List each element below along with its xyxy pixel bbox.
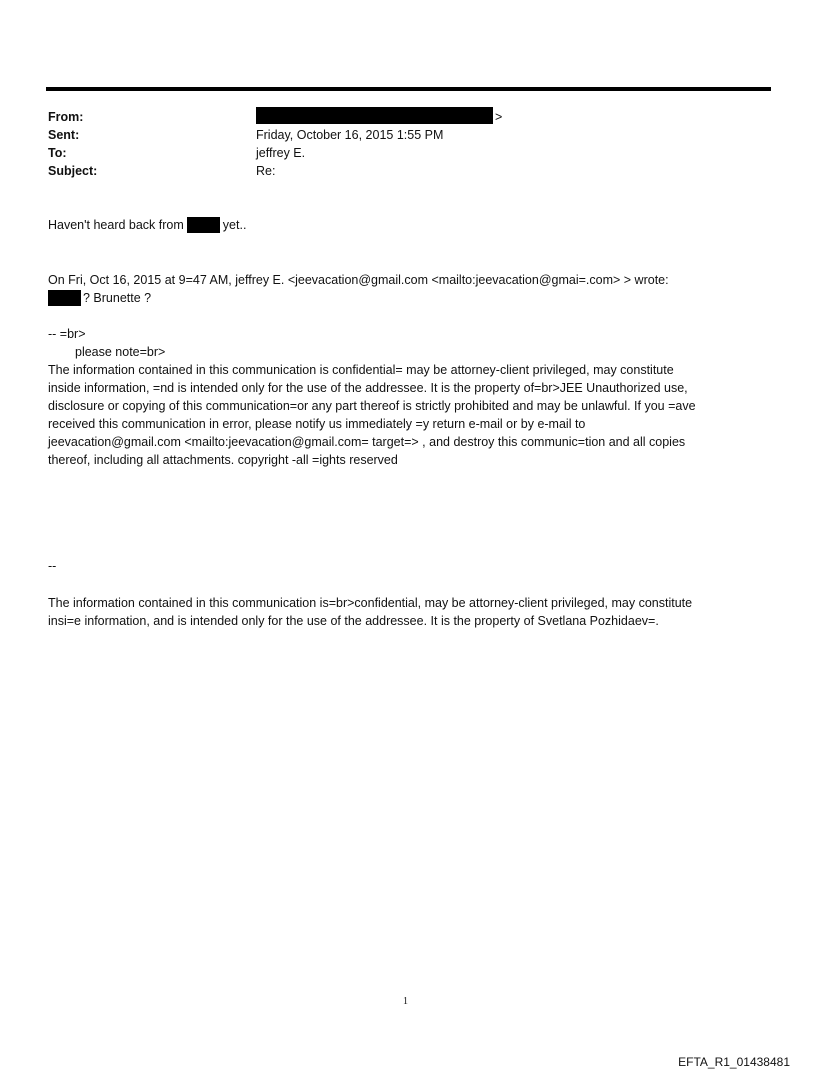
disclaimer-line: jeevacation@gmail.com <mailto:jeevacation@gmail.com= target=> , and destroy this communic=tion and all copies — [48, 435, 686, 449]
document-id: EFTA_R1_01438481 — [678, 1055, 790, 1069]
to-label: To: — [48, 146, 67, 160]
disclaimer-line: thereof, including all attachments. copyright -all =ights reserved — [48, 453, 398, 467]
redaction-block — [256, 107, 493, 124]
reply-line — [48, 216, 768, 234]
subject-value: Re: — [256, 164, 276, 178]
quote-line-text: ? Brunette ? — [83, 291, 152, 305]
subject-label: Subject: — [48, 164, 98, 178]
footer-line: The information contained in this communication is=br>confidential, may be attorney-client privileged, may constitute — [48, 596, 693, 610]
footer-separator: -- — [48, 559, 57, 573]
signature-dashes: -- =br> — [48, 327, 86, 341]
header-rule — [46, 87, 771, 91]
from-value-suffix: > — [495, 110, 503, 124]
reply-after: yet.. — [222, 218, 247, 232]
to-value: jeffrey E. — [256, 146, 306, 160]
quote-line — [48, 289, 768, 307]
reply-before: Haven't heard back from — [48, 218, 184, 232]
footer-line: insi=e information, and is intended only for the use of the addressee. It is the property of Svetlana Pozhidaev=. — [48, 614, 659, 628]
disclaimer-line: received this communication in error, please notify us immediately =y return e-mail or by e-mail to — [48, 417, 586, 431]
from-value — [256, 108, 502, 126]
disclaimer-line: inside information, =nd is intended only for the use of the addressee. It is the property of=br>JEE Unauthorized use, — [48, 381, 688, 395]
quote-header: On Fri, Oct 16, 2015 at 9=47 AM, jeffrey E. <jeevacation@gmail.com <mailto:jeevacation@gmai=.com> > wrote: — [48, 273, 669, 287]
redaction-block — [48, 290, 81, 306]
from-label: From: — [48, 110, 84, 124]
sent-value: Friday, October 16, 2015 1:55 PM — [256, 128, 444, 142]
disclaimer-line: The information contained in this communication is confidential= may be attorney-client privileged, may constitute — [48, 363, 674, 377]
redaction-block — [187, 217, 220, 233]
disclaimer-line: disclosure or copying of this communication=or any part thereof is strictly prohibited and may be unlawful. If you =ave — [48, 399, 696, 413]
please-note: please note=br> — [75, 345, 166, 359]
page-number: 1 — [403, 996, 408, 1007]
sent-label: Sent: — [48, 128, 80, 142]
